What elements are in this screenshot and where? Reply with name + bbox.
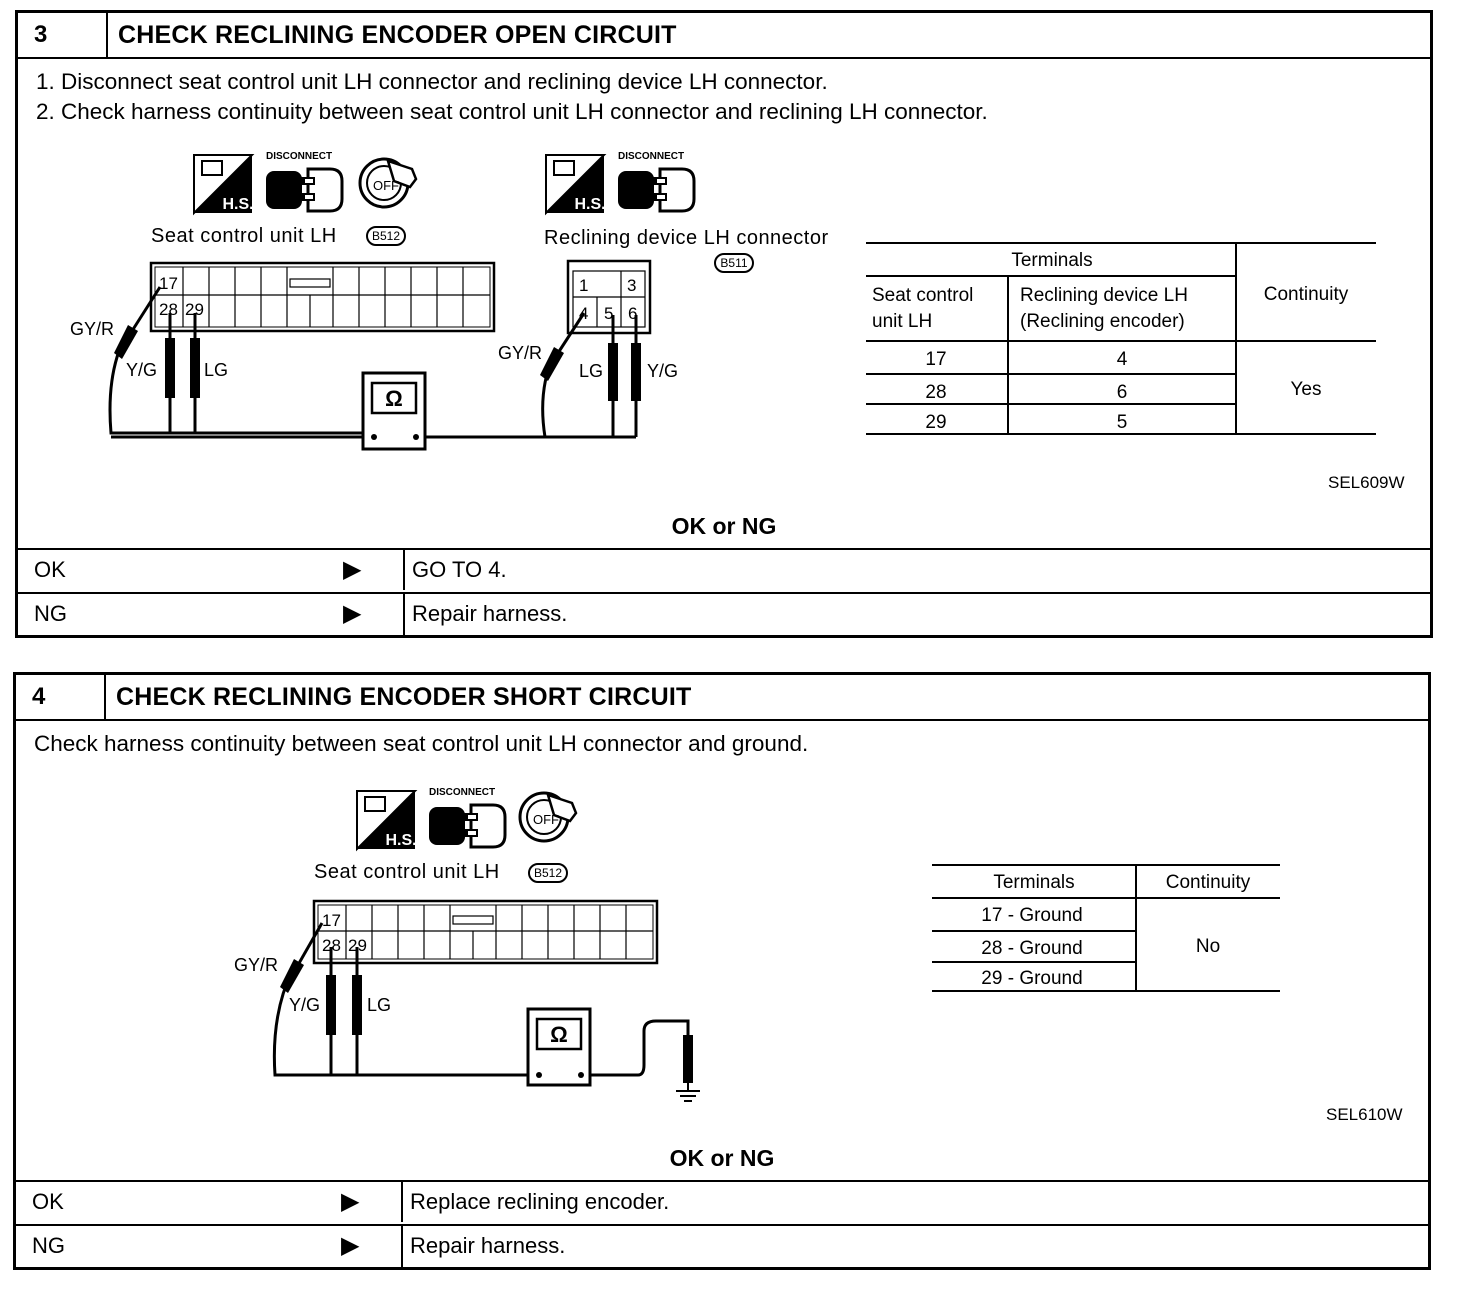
table-cell: 28 - Ground (981, 938, 1083, 959)
connector-code: B512 (371, 229, 401, 243)
seat-control-unit-label: Seat control unit LH (151, 225, 337, 247)
connector-code: B512 (533, 866, 563, 880)
result-action: GO TO 4. (412, 557, 507, 582)
ok-or-ng: OK or NG (669, 1145, 775, 1171)
table-cell: 5 (1116, 412, 1128, 433)
disconnect-icon-label: DISCONNECT (266, 151, 333, 162)
disconnect-icon-label: DISCONNECT (429, 787, 496, 798)
result-key: NG (34, 601, 67, 626)
table-group-header: Terminals (1011, 250, 1093, 271)
arrow-icon: ▶ (343, 556, 362, 583)
table-cell: 4 (1116, 349, 1128, 370)
table-cell: 6 (1116, 382, 1128, 403)
connector-code: B511 (720, 256, 748, 270)
pin-label: 17 (322, 911, 341, 930)
seat-control-unit-label: Seat control unit LH (314, 861, 500, 883)
result-action: Repair harness. (410, 1233, 566, 1258)
wire-label: GY/R (498, 343, 543, 363)
pin-label: 5 (604, 304, 614, 323)
result-row-ng (16, 1224, 1428, 1267)
result-row-ok (18, 548, 1430, 590)
table-cell: 29 - Ground (981, 968, 1083, 989)
arrow-icon: ▶ (341, 1232, 360, 1259)
result-action: Repair harness. (412, 601, 568, 626)
wire-label: LG (579, 361, 604, 381)
section-4 (13, 672, 1431, 1270)
off-icon-label: OFF (533, 812, 559, 827)
table-header: Reclining device LH (1020, 285, 1188, 306)
disconnect-icon-label: DISCONNECT (618, 151, 685, 162)
pin-label: 1 (579, 276, 589, 295)
continuity-table (16, 675, 1434, 1125)
section-number: 4 (16, 675, 106, 719)
step-1: 1. Disconnect seat control unit LH connector and reclining device LH connector. (36, 69, 828, 94)
wire-label: Y/G (126, 360, 158, 380)
wire-label: GY/R (234, 955, 279, 975)
pin-label: 17 (159, 274, 178, 293)
step-text: Check harness continuity between seat control unit LH connector and ground. (34, 731, 809, 756)
table-header: (Reclining encoder) (1020, 311, 1185, 332)
wire-label: Y/G (647, 361, 679, 381)
table-header: unit LH (872, 311, 933, 332)
pin-label: 29 (185, 300, 204, 319)
svg-text:Ω: Ω (385, 386, 403, 411)
arrow-icon: ▶ (341, 1188, 360, 1215)
pin-label: 29 (348, 936, 367, 955)
step-2: 2. Check harness continuity between seat control unit LH connector and reclining LH connector. (36, 99, 988, 124)
table-cell: 17 - Ground (981, 905, 1083, 926)
figure-code: SEL609W (1328, 473, 1405, 492)
svg-text:Ω: Ω (550, 1022, 568, 1047)
table-result: Yes (1290, 379, 1322, 400)
result-row-ng (18, 592, 1430, 635)
off-icon-label: OFF (373, 178, 399, 193)
result-key: OK (32, 1189, 64, 1214)
table-header: Seat control (872, 285, 974, 306)
pin-label: 28 (322, 936, 341, 955)
continuity-table (18, 13, 1436, 463)
arrow-icon: ▶ (343, 600, 362, 627)
section-number: 3 (18, 13, 108, 57)
table-cell: 17 (925, 349, 947, 370)
wire-label: GY/R (70, 319, 115, 339)
result-key: OK (34, 557, 66, 582)
table-cell: 29 (925, 412, 947, 433)
section-title: CHECK RECLINING ENCODER SHORT CIRCUIT (116, 683, 692, 711)
section-title: CHECK RECLINING ENCODER OPEN CIRCUIT (118, 21, 677, 49)
table-header: Continuity (1165, 872, 1251, 893)
pin-label: 3 (627, 276, 637, 295)
hs-icon-label: H.S. (222, 196, 254, 213)
result-action: Replace reclining encoder. (410, 1189, 670, 1214)
table-header: Continuity (1263, 284, 1349, 305)
wire-label: LG (367, 995, 392, 1015)
pin-label: 28 (159, 300, 178, 319)
figure-code: SEL610W (1326, 1105, 1403, 1124)
ok-or-ng: OK or NG (671, 513, 777, 539)
section-3 (15, 10, 1433, 638)
wire-label: LG (204, 360, 229, 380)
pin-label: 6 (628, 304, 638, 323)
reclining-device-label: Reclining device LH connector (544, 227, 829, 249)
result-row-ok (16, 1180, 1428, 1222)
hs-icon-label: H.S. (574, 196, 606, 213)
table-cell: 28 (925, 382, 947, 403)
table-header: Terminals (993, 872, 1075, 893)
pin-label: 4 (579, 304, 589, 323)
table-result: No (1195, 936, 1221, 957)
wire-label: Y/G (289, 995, 321, 1015)
hs-icon-label: H.S. (385, 832, 417, 849)
result-key: NG (32, 1233, 65, 1258)
